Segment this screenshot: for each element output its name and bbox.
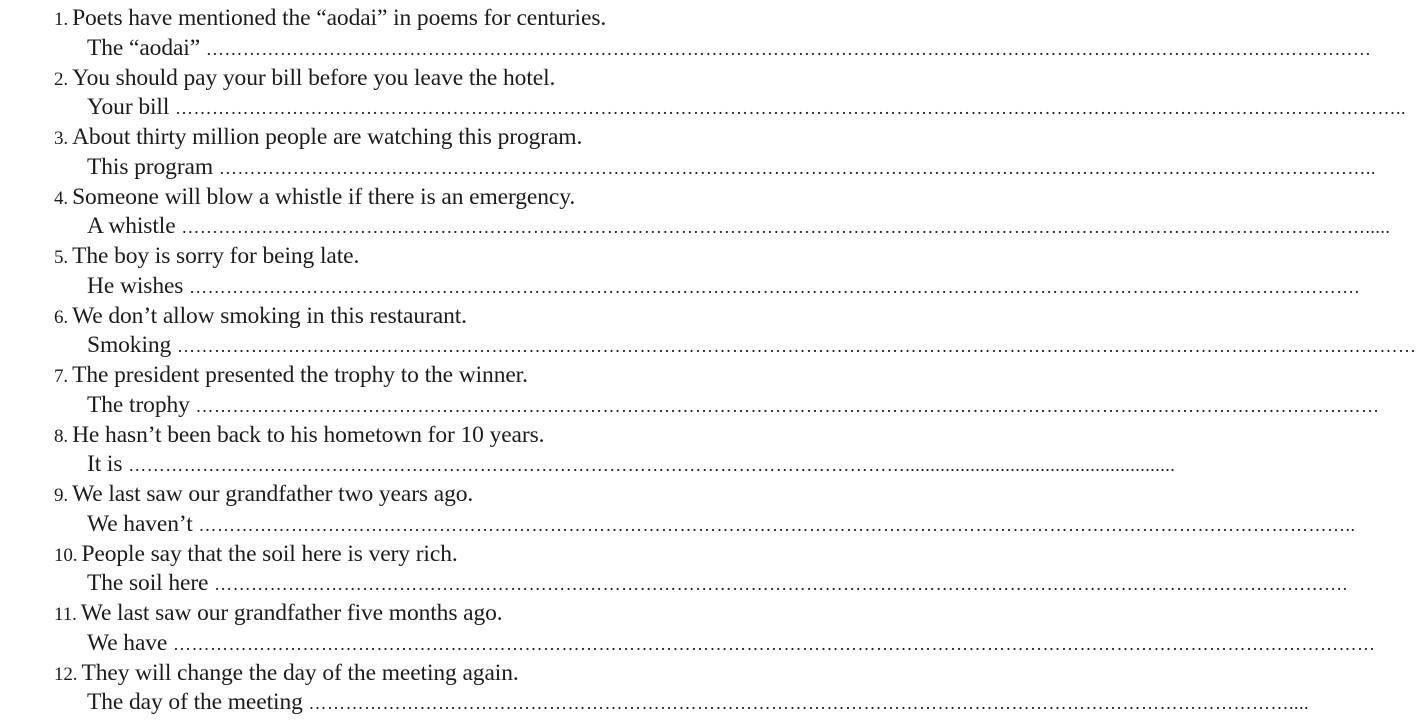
rewrite-stem: We have — [87, 629, 168, 656]
rewrite-stem: It is — [87, 451, 123, 478]
rewrite-line[interactable] — [54, 450, 1176, 480]
rewrite-line[interactable] — [54, 272, 1360, 302]
answer-blank[interactable]: ………………………………………………………………………………………………………………………………………………………………………………… — [176, 336, 1416, 357]
rewrite-stem: The day of the meeting — [87, 689, 303, 716]
question-text: About thirty million people are watching this program. — [72, 124, 583, 150]
question-text: We last saw our grandfather five months ago. — [80, 600, 503, 626]
question-text: He hasn’t been back to his hometown for 10 years. — [72, 421, 545, 448]
question-text: The boy is sorry for being late. — [72, 243, 360, 269]
answer-blank[interactable]: …………………………………………………………………………………………………………………………………………………………………. — [214, 574, 1348, 595]
rewrite-line[interactable] — [54, 510, 1356, 540]
question-text: Poets have mentioned the “aodai” in poems for centuries. — [72, 5, 607, 31]
question-number: 9. — [54, 485, 69, 506]
exercise-item-9 — [54, 480, 1356, 540]
rewrite-stem: Smoking — [87, 332, 172, 359]
question-text: We don’t allow smoking in this restaurant. — [72, 302, 467, 329]
question-number: 7. — [54, 366, 69, 387]
question-line — [54, 242, 954, 272]
exercise-item-8 — [54, 421, 1176, 481]
question-line — [54, 599, 954, 629]
rewrite-line[interactable] — [54, 629, 1376, 659]
question-line — [54, 64, 954, 94]
rewrite-stem: Your bill — [87, 94, 170, 121]
question-line — [54, 480, 954, 510]
exercise-item-6 — [54, 302, 1416, 362]
question-text: We last saw our grandfather two years ago. — [72, 481, 474, 507]
question-number: 1. — [54, 9, 69, 30]
question-text: They will change the day of the meeting again. — [81, 659, 519, 686]
question-text: Someone will blow a whistle if there is an emergency. — [72, 183, 576, 210]
rewrite-stem: The soil here — [87, 570, 209, 597]
rewrite-line[interactable] — [54, 212, 1391, 242]
question-line — [54, 361, 954, 391]
rewrite-line[interactable] — [54, 331, 1416, 361]
exercise-item-1 — [54, 4, 1372, 64]
rewrite-line[interactable] — [54, 153, 1376, 183]
question-line — [54, 302, 954, 332]
exercise-item-2 — [54, 64, 1407, 124]
answer-blank[interactable]: …………………………………………………………………………………………………………………………………………………………………………..... — [181, 217, 1391, 238]
rewrite-stem: A whistle — [87, 213, 176, 240]
question-number: 11. — [54, 604, 77, 625]
rewrite-stem: The “aodai” — [87, 34, 201, 61]
exercise-item-5 — [54, 242, 1360, 302]
rewrite-line[interactable] — [54, 93, 1407, 123]
question-number: 12. — [54, 663, 78, 685]
exercise-item-3 — [54, 123, 1376, 183]
question-number: 2. — [54, 68, 69, 90]
rewrite-stem: The trophy — [87, 391, 190, 418]
rewrite-line[interactable] — [54, 569, 1348, 599]
question-line — [54, 123, 954, 153]
answer-blank[interactable]: ……………………………………………………………………………………………………………………………………………………………………………….. — [175, 98, 1407, 119]
exercise-item-11 — [54, 599, 1376, 659]
question-line — [54, 421, 954, 451]
question-text: You should pay your bill before you leave the hotel. — [72, 64, 556, 91]
rewrite-line[interactable] — [54, 391, 1380, 421]
rewrite-line[interactable] — [54, 688, 1310, 718]
exercise-item-4 — [54, 183, 1391, 243]
answer-blank[interactable]: …………………………………………………………………………………………………………………………………………………………………….. — [198, 514, 1356, 535]
rewrite-line[interactable] — [54, 34, 1372, 64]
question-text: People say that the soil here is very rich. — [81, 540, 458, 567]
rewrite-stem: This program — [87, 153, 214, 180]
question-line — [54, 183, 954, 213]
answer-blank[interactable]: …………………………………………………………………………………………………………………………………………………………………….. — [218, 157, 1376, 178]
answer-blank[interactable]: ……………………………………………………………………………………………………………………………………………………………………… — [205, 38, 1372, 59]
question-line — [54, 659, 954, 689]
exercise-item-10 — [54, 540, 1348, 600]
answer-blank[interactable]: …………………………………………………………………………………………………………………………………………….... — [308, 693, 1310, 714]
question-line — [54, 4, 954, 34]
question-number: 8. — [54, 425, 69, 447]
question-text: The president presented the trophy to the winner. — [72, 362, 528, 388]
exercise-item-12 — [54, 659, 1310, 719]
exercise-list — [54, 4, 1416, 718]
answer-blank[interactable]: ………………………………………………………………………………………………………………………………………………………………………… — [195, 395, 1380, 416]
question-number: 4. — [54, 187, 69, 209]
answer-blank[interactable]: ………………………………………………………………………………………………………………...................................................... — [128, 455, 1176, 476]
answer-blank[interactable]: …………………………………………………………………………………………………………………………………………………………………………… — [173, 633, 1376, 654]
rewrite-stem: He wishes — [87, 272, 184, 299]
question-number: 5. — [54, 247, 69, 268]
question-number: 6. — [54, 306, 69, 328]
question-number: 3. — [54, 128, 69, 149]
question-number: 10. — [54, 544, 78, 566]
question-line — [54, 540, 954, 570]
answer-blank[interactable]: ………………………………………………………………………………………………………………………………………………………………………. — [189, 276, 1360, 297]
rewrite-stem: We haven’t — [87, 510, 193, 537]
exercise-item-7 — [54, 361, 1380, 421]
